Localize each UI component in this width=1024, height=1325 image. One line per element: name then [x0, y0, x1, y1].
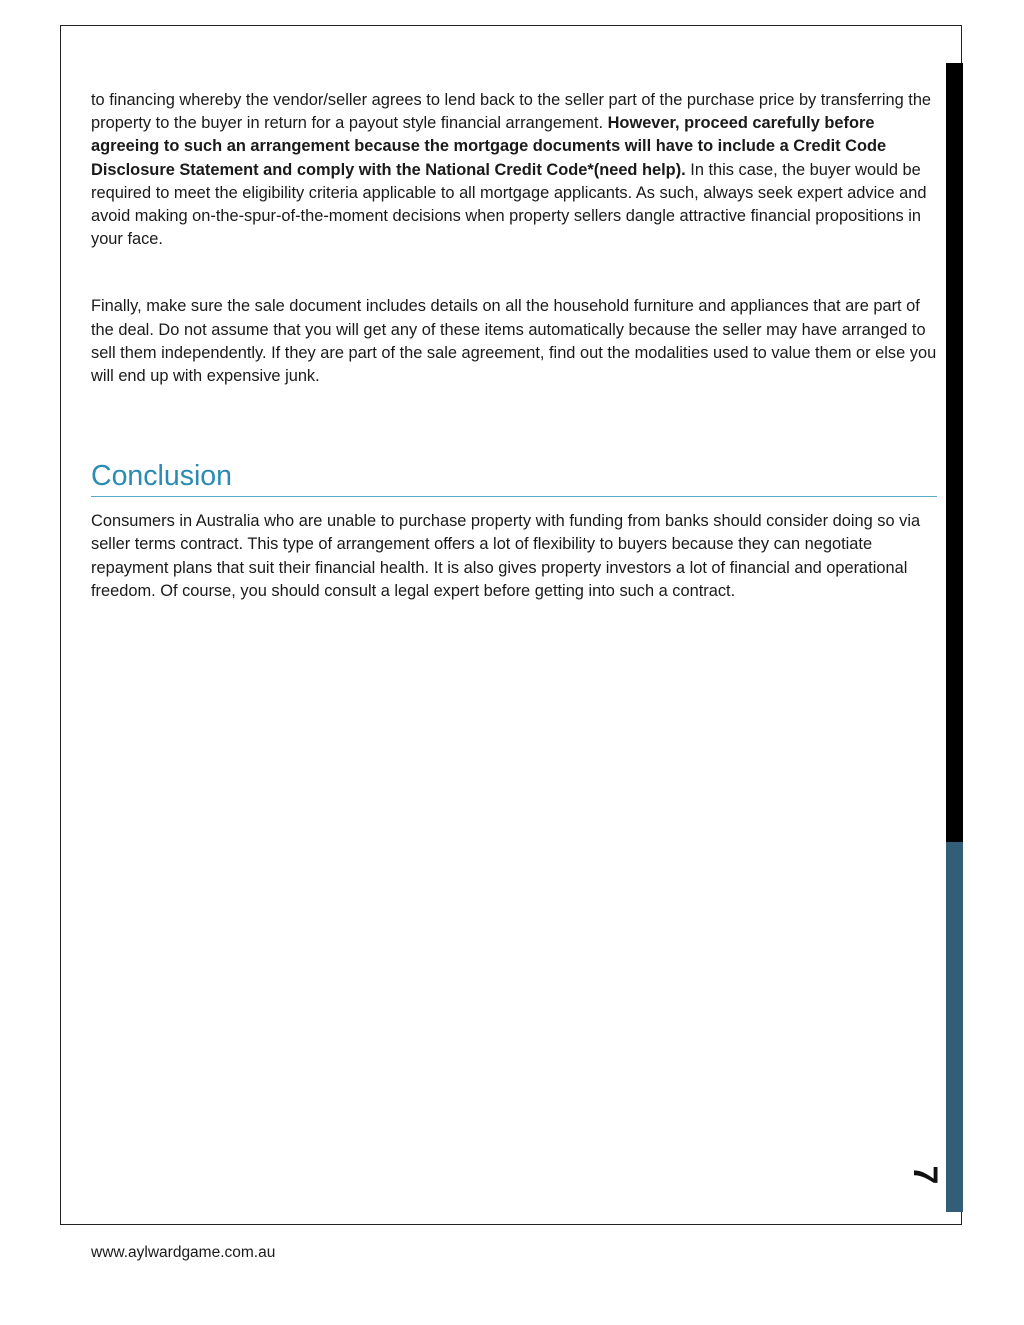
paragraph-financing-bold: However, proceed carefully before agreeing to such an arrangement because the mortgage documents will have to include a Credit Code Disclosure Statement and comply with the National Credit Code*(need help). — [91, 114, 887, 179]
page-number: 7 — [906, 1165, 944, 1185]
paragraph-furniture: Finally, make sure the sale document includes details on all the household furniture and appliances that are part of the deal. Do not assume that you will get any of these items automatically because the seller may have arranged to sell them independently. If they are part of the sale agreement, find out the modalities used to value them or else you will end up with expensive junk. — [91, 297, 937, 386]
paragraph-financing-text-b: In this case, the buyer would be required to meet the eligibility criteria applicable to all mortgage applicants. As such, always seek expert advice and avoid making on-the-spur-of-the-moment decisions when property sellers dangle attractive financial propositions in your face. — [91, 160, 927, 249]
conclusion-paragraph: Consumers in Australia who are unable to purchase property with funding from banks should consider doing so via seller terms contract. This type of arrangement offers a lot of flexibility to buyers because they can negotiate repayment plans that suit their financial health. It is also gives property investors a lot of financial and operational freedom. Of course, you should consult a legal expert before getting into such a contract. — [91, 512, 921, 600]
footer-url: www.aylwardgame.com.au — [91, 1244, 276, 1261]
paragraph-financing-text-a: to financing whereby the vendor/seller agrees to lend back to the seller part of the purchase price by transferring the property to the buyer in return for a payout style financial arrangement. — [91, 91, 932, 133]
document-body — [91, 89, 937, 603]
side-bar-top — [946, 63, 963, 842]
paragraph-financing — [91, 89, 937, 251]
conclusion-heading: Conclusion — [91, 458, 937, 497]
